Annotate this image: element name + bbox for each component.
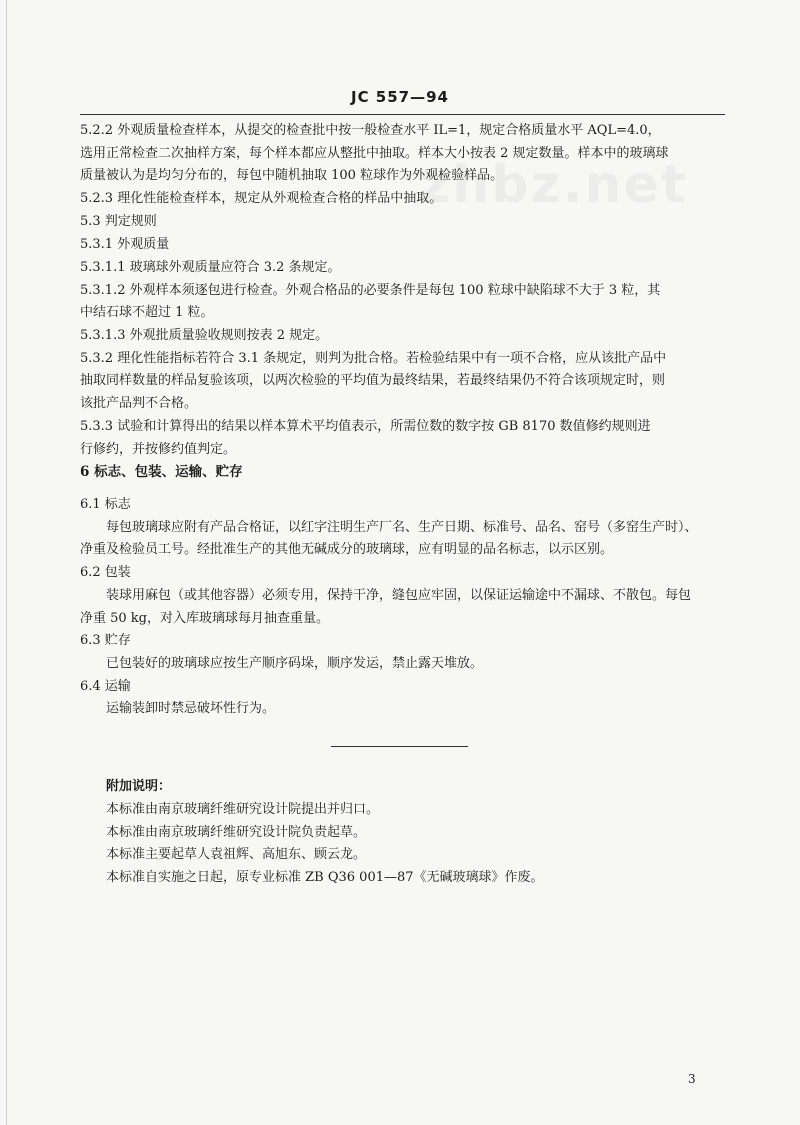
para-5-3-1-1: 5.3.1.1 玻璃球外观质量应符合 3.2 条规定。 (80, 260, 341, 275)
note-line-1: 本标准由南京玻璃纤维研究设计院提出并归口。 (106, 802, 380, 817)
para-5-3-2-line-1: 5.3.2 理化性能指标若符合 3.1 条规定，则判为批合格。若检验结果中有一项不合格，应从该批产品中 (80, 351, 667, 366)
para-5-2-2-line-2: 选用正常检查二次抽样方案，每个样本都应从整批中抽取。样本大小按表 2 规定数量。样本中的玻璃球 (80, 146, 669, 161)
heading-6-2: 6.2 包装 (80, 565, 131, 580)
para-6-4: 运输装卸时禁忌破坏性行为。 (106, 701, 276, 716)
notes-heading: 附加说明： (106, 779, 172, 794)
heading-6: 6 标志、包装、运输、贮存 (80, 464, 243, 480)
para-5-3-2-line-3: 该批产品判不合格。 (80, 396, 198, 411)
para-6-1-line-2: 净重及检验员工号。经批准生产的其他无碱成分的玻璃球，应有明显的品名标志，以示区别。 (80, 542, 614, 557)
header-rule (80, 114, 725, 115)
para-5-3-1-2-line-2: 中结石球不超过 1 粒。 (80, 305, 214, 320)
watermark: zhbz.net (420, 155, 688, 215)
heading-5-3: 5.3 判定规则 (80, 214, 157, 229)
para-5-3-1-3: 5.3.1.3 外观批质量验收规则按表 2 规定。 (80, 328, 329, 343)
standard-header: JC 557—94 (351, 88, 449, 106)
heading-6-1: 6.1 标志 (80, 497, 131, 512)
heading-5-3-1: 5.3.1 外观质量 (80, 237, 170, 252)
para-5-3-3-line-2: 行修约，并按修约值判定。 (80, 442, 237, 457)
para-6-3: 已包装好的玻璃球应按生产顺序码垛，顺序发运，禁止露天堆放。 (106, 656, 484, 671)
note-line-3: 本标准主要起草人袁祖辉、高旭东、顾云龙。 (106, 847, 367, 862)
para-6-2-line-1: 装球用麻包（或其他容器）必须专用，保持干净，缝包应牢固，以保证运输途中不漏球、不散包。每包 (106, 588, 692, 603)
heading-6-4: 6.4 运输 (80, 679, 131, 694)
para-5-2-3: 5.2.3 理化性能检查样本，规定从外观检查合格的样品中抽取。 (80, 191, 443, 206)
para-5-2-2-line-1: 5.2.2 外观质量检查样本，从提交的检查批中按一般检查水平 IL=1，规定合格质量水平 AQL=4.0， (80, 123, 661, 138)
note-line-4: 本标准自实施之日起，原专业标准 ZB Q36 001—87《无碱玻璃球》作废。 (106, 870, 544, 885)
note-line-2: 本标准由南京玻璃纤维研究设计院负责起草。 (106, 825, 367, 840)
para-6-2-line-2: 净重 50 kg，对入库玻璃球每月抽查重量。 (80, 611, 330, 626)
para-5-3-2-line-2: 抽取同样数量的样品复验该项，以两次检验的平均值为最终结果，若最终结果仍不符合该项规定时，则 (80, 373, 666, 388)
scan-margin-line (6, 0, 7, 1125)
section-divider (331, 746, 468, 747)
heading-6-3: 6.3 贮存 (80, 633, 131, 648)
para-5-2-2-line-3: 质量被认为是均匀分布的，每包中随机抽取 100 粒球作为外观检验样品。 (80, 168, 504, 183)
para-5-3-3-line-1: 5.3.3 试验和计算得出的结果以样本算术平均值表示，所需位数的数字按 GB 8170 数值修约规则进 (80, 419, 651, 434)
para-6-1-line-1: 每包玻璃球应附有产品合格证，以红字注明生产厂名、生产日期、标准号、品名、窑号（多窑生产时）、 (106, 520, 698, 535)
page-number: 3 (688, 1072, 696, 1086)
para-5-3-1-2-line-1: 5.3.1.2 外观样本须逐包进行检查。外观合格品的必要条件是每包 100 粒球中缺陷球不大于 3 粒，其 (80, 283, 661, 298)
